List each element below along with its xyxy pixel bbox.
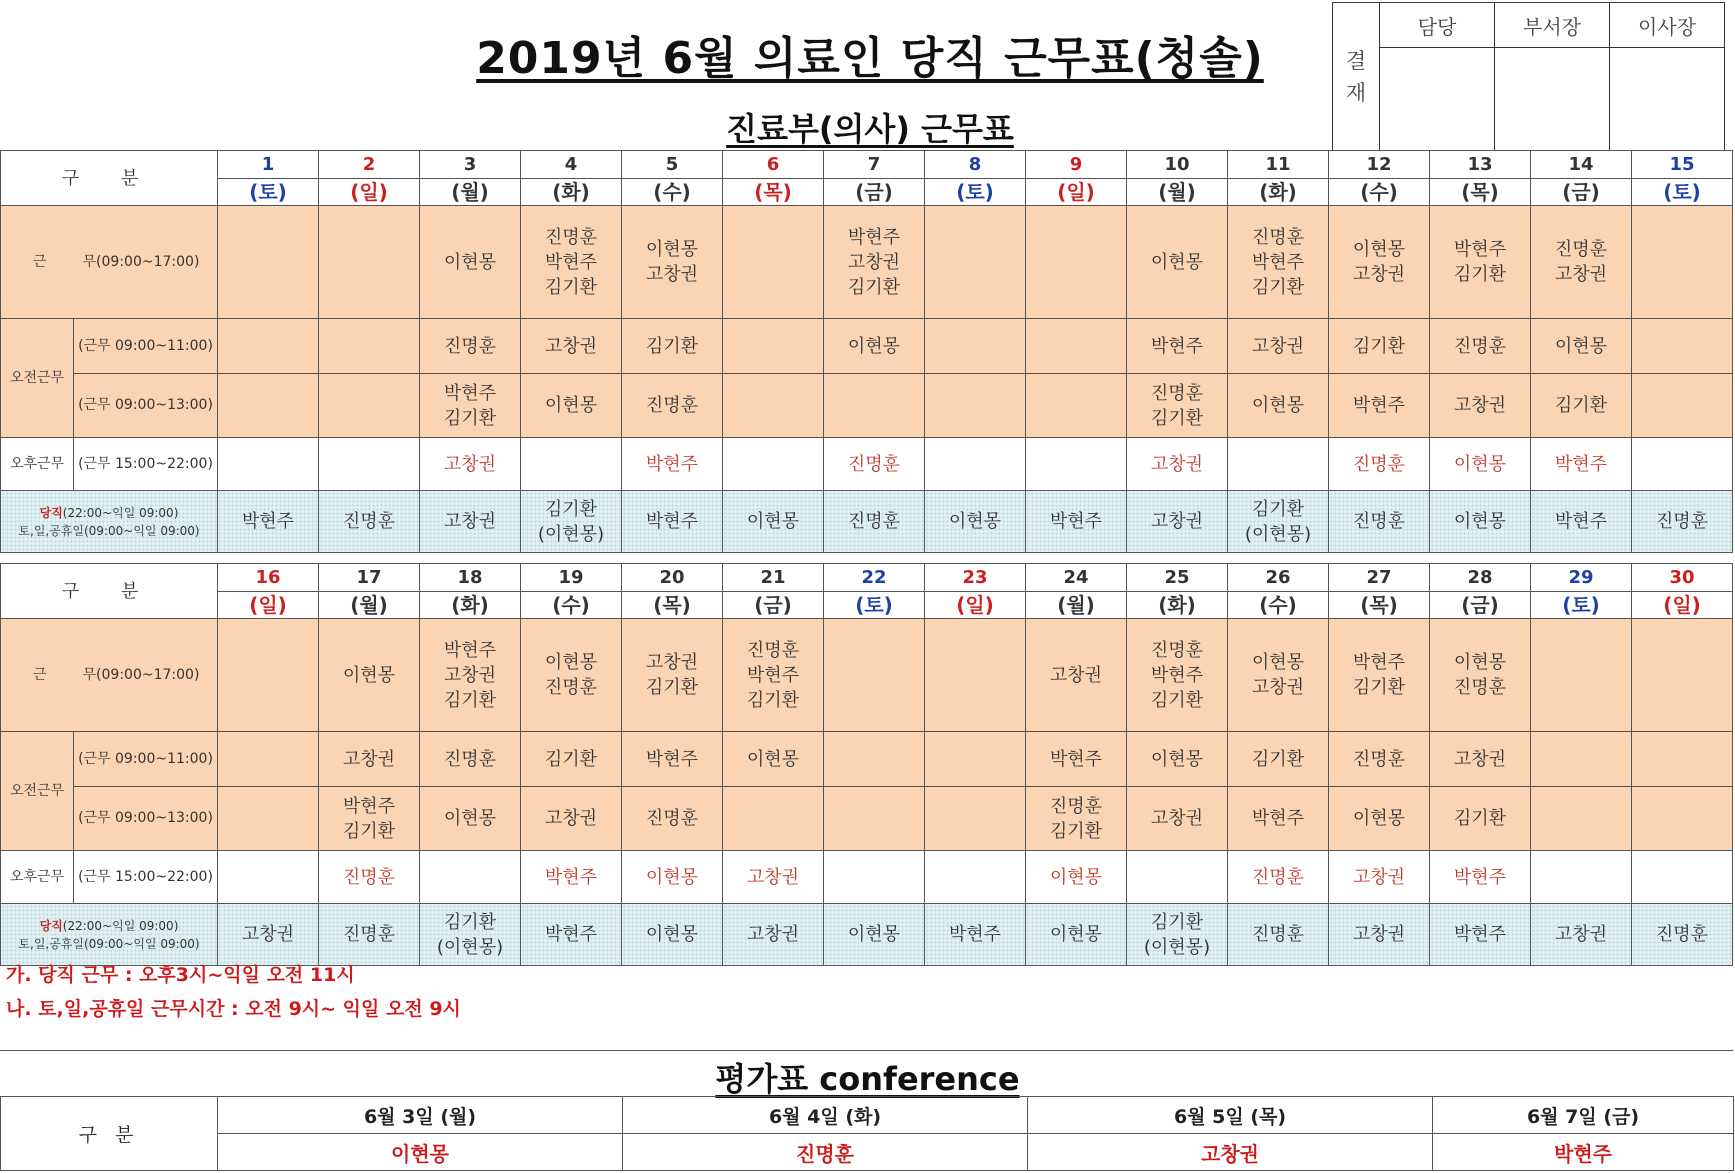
schedule-cell: 박현주 [1026, 732, 1127, 787]
date-cell: 28 [1430, 564, 1531, 592]
schedule-cell: 이현몽 [1026, 904, 1127, 966]
date-cell: 11 [1228, 151, 1329, 179]
schedule-cell: 고창권 [1127, 438, 1228, 491]
schedule-cell: 고창권 [1228, 319, 1329, 374]
weekday-cell: (금) [723, 592, 824, 619]
schedule-cell: 박현주 고창권 김기환 [420, 619, 521, 732]
schedule-cell: 이현몽 [1430, 438, 1531, 491]
date-cell: 8 [925, 151, 1026, 179]
date-cell: 9 [1026, 151, 1127, 179]
schedule-cell [824, 374, 925, 438]
date-cell: 24 [1026, 564, 1127, 592]
schedule-cell: 고창권 [1430, 374, 1531, 438]
schedule-cell: 고창권 [521, 319, 622, 374]
schedule-cell: 고창권 [521, 787, 622, 851]
schedule-cell [420, 851, 521, 904]
schedule-cell: 박현주 [1329, 374, 1430, 438]
schedule-cell: 이현몽 [723, 491, 824, 553]
schedule-cell: 이현몽 [1430, 491, 1531, 553]
schedule-cell [319, 374, 420, 438]
schedule-cell: 고창권 [420, 438, 521, 491]
note-line: 나. 토,일,공휴일 근무시간 : 오전 9시~ 익일 오전 9시 [6, 998, 461, 1020]
schedule-cell: 진명훈 박현주 김기환 [723, 619, 824, 732]
schedule-cell: 박현주 [521, 904, 622, 966]
weekday-cell: (월) [319, 592, 420, 619]
schedule-cell: 박현주 [1531, 491, 1632, 553]
evaluation-label: 구 분 [1, 1097, 218, 1171]
morning-time-2: (근무 09:00~13:00) [74, 374, 218, 438]
schedule-cell: 김기환 (이현몽) [521, 491, 622, 553]
date-cell: 12 [1329, 151, 1430, 179]
schedule-cell: 이현몽 [824, 904, 925, 966]
date-cell: 3 [420, 151, 521, 179]
weekday-cell: (수) [1329, 179, 1430, 206]
date-cell: 19 [521, 564, 622, 592]
schedule-cell: 이현몽 [1228, 374, 1329, 438]
schedule-cell: 진명훈 [420, 732, 521, 787]
weekday-cell: (금) [1430, 592, 1531, 619]
date-cell: 25 [1127, 564, 1228, 592]
schedule-cell: 고창권 김기환 [622, 619, 723, 732]
weekday-cell: (화) [1228, 179, 1329, 206]
signature-cell[interactable] [1495, 48, 1610, 151]
schedule-cell: 이현몽 [1026, 851, 1127, 904]
date-cell: 15 [1632, 151, 1733, 179]
weekday-cell: (목) [723, 179, 824, 206]
weekday-cell: (화) [420, 592, 521, 619]
schedule-cell: 박현주 [622, 438, 723, 491]
note-line: 가. 당직 근무 : 오후3시~익일 오전 11시 [6, 964, 355, 986]
schedule-cell: 진명훈 박현주 김기환 [1228, 206, 1329, 319]
schedule-cell [824, 787, 925, 851]
schedule-cell: 박현주 [925, 904, 1026, 966]
schedule-cell [1026, 374, 1127, 438]
schedule-cell [824, 851, 925, 904]
schedule-cell: 고창권 [1329, 904, 1430, 966]
weekday-cell: (일) [1632, 592, 1733, 619]
morning-time-1: (근무 09:00~11:00) [74, 732, 218, 787]
schedule-cell: 진명훈 [824, 438, 925, 491]
schedule-cell: 김기환 (이현몽) [1228, 491, 1329, 553]
schedule-cell: 고창권 [218, 904, 319, 966]
schedule-cell: 김기환 [1531, 374, 1632, 438]
schedule-cell: 진명훈 [1329, 491, 1430, 553]
schedule-cell [723, 206, 824, 319]
schedule-cell: 이현몽 [824, 319, 925, 374]
schedule-cell: 김기환 [1430, 787, 1531, 851]
date-cell: 22 [824, 564, 925, 592]
divider [0, 1050, 1733, 1051]
schedule-cell: 진명훈 [420, 319, 521, 374]
approval-label-top: 결 [1345, 48, 1367, 73]
morning-label: 오전근무 [1, 732, 74, 851]
schedule-cell: 진명훈 [1430, 319, 1531, 374]
weekday-cell: (일) [1026, 179, 1127, 206]
weekday-cell: (토) [1531, 592, 1632, 619]
schedule-cell: 진명훈 [1228, 851, 1329, 904]
signature-cell[interactable] [1380, 48, 1495, 151]
schedule-cell [1228, 438, 1329, 491]
schedule-cell: 진명훈 [622, 787, 723, 851]
date-cell: 27 [1329, 564, 1430, 592]
schedule-cell [1632, 374, 1733, 438]
evaluation-table [0, 1096, 1734, 1171]
approval-label [1333, 3, 1380, 151]
date-cell: 7 [824, 151, 925, 179]
schedule-cell: 고창권 [319, 732, 420, 787]
schedule-cell: 진명훈 [319, 491, 420, 553]
date-cell: 29 [1531, 564, 1632, 592]
schedule-cell [218, 206, 319, 319]
schedule-cell: 이현몽 [1329, 787, 1430, 851]
date-cell: 16 [218, 564, 319, 592]
weekday-cell: (금) [1531, 179, 1632, 206]
weekday-cell: (목) [1329, 592, 1430, 619]
schedule-cell: 박현주 김기환 [1329, 619, 1430, 732]
weekday-cell: (수) [622, 179, 723, 206]
schedule-cell [723, 438, 824, 491]
schedule-cell: 진명훈 [1329, 438, 1430, 491]
schedule-cell: 고창권 [723, 904, 824, 966]
afternoon-time: (근무 15:00~22:00) [74, 851, 218, 904]
schedule-cell [218, 438, 319, 491]
work-row-label [1, 206, 218, 319]
schedule-cell: 박현주 [218, 491, 319, 553]
schedule-cell: 이현몽 진명훈 [521, 619, 622, 732]
date-cell: 20 [622, 564, 723, 592]
schedule-cell: 진명훈 김기환 [1127, 374, 1228, 438]
schedule-cell: 박현주 [1430, 904, 1531, 966]
schedule-cell: 고창권 [1127, 787, 1228, 851]
date-cell: 4 [521, 151, 622, 179]
schedule-cell [1026, 206, 1127, 319]
evaluation-title: 평가표 conference [715, 1060, 1020, 1098]
schedule-cell: 이현몽 [521, 374, 622, 438]
schedule-cell [925, 732, 1026, 787]
schedule-cell [824, 732, 925, 787]
schedule-cell: 이현몽 [622, 904, 723, 966]
morning-label: 오전근무 [1, 319, 74, 438]
approval-role: 이사장 [1610, 3, 1725, 48]
weekday-cell: (월) [1026, 592, 1127, 619]
schedule-cell [925, 319, 1026, 374]
schedule-cell: 이현몽 [319, 619, 420, 732]
schedule-cell: 진명훈 박현주 김기환 [521, 206, 622, 319]
schedule-cell: 고창권 [1531, 904, 1632, 966]
page-title: 2019년 6월 의료인 당직 근무표(청솔) [476, 33, 1264, 84]
schedule-cell: 박현주 [622, 732, 723, 787]
work-label-b: 무(09:00~17:00) [82, 666, 200, 683]
schedule-cell: 고창권 [1026, 619, 1127, 732]
schedule-cell: 김기환 [622, 319, 723, 374]
schedule-cell: 진명훈 김기환 [1026, 787, 1127, 851]
work-label-b: 무(09:00~17:00) [82, 253, 200, 270]
schedule-cell [925, 374, 1026, 438]
evaluation-person: 고창권 [1028, 1134, 1433, 1171]
section-title: 진료부(의사) 근무표 [726, 110, 1014, 148]
schedule-cell: 이현몽 [925, 491, 1026, 553]
schedule-cell [1127, 851, 1228, 904]
evaluation-date: 6월 4일 (화) [623, 1097, 1028, 1134]
schedule-cell: 이현몽 [1127, 732, 1228, 787]
evaluation-date: 6월 5일 (목) [1028, 1097, 1433, 1134]
schedule-cell: 진명훈 [824, 491, 925, 553]
schedule-cell: 진명훈 [319, 851, 420, 904]
division-label: 구 분 [1, 564, 218, 619]
date-cell: 23 [925, 564, 1026, 592]
division-label: 구 분 [1, 151, 218, 206]
evaluation-date: 6월 3일 (월) [218, 1097, 623, 1134]
date-cell: 14 [1531, 151, 1632, 179]
night-duty-label [1, 904, 218, 966]
weekday-cell: (토) [925, 179, 1026, 206]
schedule-cell [925, 206, 1026, 319]
weekday-cell: (목) [1430, 179, 1531, 206]
schedule-cell: 이현몽 [723, 732, 824, 787]
weekday-cell: (화) [521, 179, 622, 206]
date-cell: 6 [723, 151, 824, 179]
schedule-cell [1632, 206, 1733, 319]
night-label-a: 당직 [39, 505, 63, 520]
date-cell: 18 [420, 564, 521, 592]
weekday-cell: (목) [622, 592, 723, 619]
morning-time-2: (근무 09:00~13:00) [74, 787, 218, 851]
schedule-cell: 이현몽 [1127, 206, 1228, 319]
weekday-cell: (금) [824, 179, 925, 206]
schedule-cell [824, 619, 925, 732]
schedule-cell: 진명훈 [1632, 904, 1733, 966]
schedule-cell [925, 438, 1026, 491]
schedule-cell [1632, 732, 1733, 787]
schedule-cell [1632, 787, 1733, 851]
schedule-cell: 이현몽 진명훈 [1430, 619, 1531, 732]
schedule-cell: 진명훈 박현주 김기환 [1127, 619, 1228, 732]
weekday-cell: (일) [319, 179, 420, 206]
schedule-cell [723, 319, 824, 374]
night-duty-label [1, 491, 218, 553]
schedule-cell [1632, 619, 1733, 732]
date-cell: 13 [1430, 151, 1531, 179]
schedule-cell [218, 732, 319, 787]
schedule-cell: 박현주 [1026, 491, 1127, 553]
signature-cell[interactable] [1610, 48, 1725, 151]
night-label-b: 토,일,공휴일(09:00~익일 09:00) [18, 523, 200, 538]
approval-role: 담당 [1380, 3, 1495, 48]
date-cell: 2 [319, 151, 420, 179]
schedule-cell: 박현주 [1127, 319, 1228, 374]
schedule-cell [925, 787, 1026, 851]
schedule-cell: 고창권 [1329, 851, 1430, 904]
schedule-cell: 박현주 [521, 851, 622, 904]
night-label-a-rest: (22:00~익일 09:00) [62, 505, 179, 520]
weekday-cell: (일) [218, 592, 319, 619]
schedule-cell [521, 438, 622, 491]
approval-box [1332, 2, 1725, 151]
schedule-cell: 박현주 [1228, 787, 1329, 851]
schedule-cell [1632, 851, 1733, 904]
date-cell: 1 [218, 151, 319, 179]
schedule-cell: 이현몽 고창권 [1329, 206, 1430, 319]
schedule-cell: 진명훈 [1228, 904, 1329, 966]
schedule-cell: 박현주 [1531, 438, 1632, 491]
date-cell: 30 [1632, 564, 1733, 592]
schedule-cell [1026, 438, 1127, 491]
schedule-cell: 이현몽 고창권 [622, 206, 723, 319]
approval-role: 부서장 [1495, 3, 1610, 48]
schedule-cell: 이현몽 [1531, 319, 1632, 374]
weekday-cell: (일) [925, 592, 1026, 619]
evaluation-date: 6월 7일 (금) [1433, 1097, 1734, 1134]
schedule-cell: 이현몽 [420, 206, 521, 319]
schedule-cell: 진명훈 [1329, 732, 1430, 787]
schedule-cell [1632, 319, 1733, 374]
schedule-cell: 고창권 [420, 491, 521, 553]
schedule-cell: 고창권 [723, 851, 824, 904]
schedule-cell [218, 374, 319, 438]
work-label-a: 근 [33, 666, 47, 683]
schedule-cell: 진명훈 고창권 [1531, 206, 1632, 319]
schedule-cell [723, 787, 824, 851]
schedule-cell: 김기환 (이현몽) [420, 904, 521, 966]
schedule-cell: 고창권 [1127, 491, 1228, 553]
night-label-b: 토,일,공휴일(09:00~익일 09:00) [18, 936, 200, 951]
afternoon-label: 오후근무 [1, 851, 74, 904]
schedule-cell [218, 619, 319, 732]
schedule-cell [925, 619, 1026, 732]
weekday-cell: (토) [1632, 179, 1733, 206]
schedule-cell: 박현주 김기환 [420, 374, 521, 438]
weekday-cell: (월) [1127, 179, 1228, 206]
schedule-cell: 박현주 김기환 [319, 787, 420, 851]
schedule-cell: 진명훈 [622, 374, 723, 438]
schedule-cell [723, 374, 824, 438]
schedule-cell [218, 851, 319, 904]
weekday-cell: (월) [420, 179, 521, 206]
evaluation-person: 진명훈 [623, 1134, 1028, 1171]
weekday-cell: (화) [1127, 592, 1228, 619]
schedule-cell: 이현몽 [622, 851, 723, 904]
afternoon-label: 오후근무 [1, 438, 74, 491]
schedule-cell [319, 206, 420, 319]
schedule-cell [1531, 851, 1632, 904]
weekday-cell: (토) [824, 592, 925, 619]
schedule-cell: 고창권 [1430, 732, 1531, 787]
schedule-cell: 진명훈 [1632, 491, 1733, 553]
evaluation-person: 박현주 [1433, 1134, 1734, 1171]
schedule-cell: 박현주 고창권 김기환 [824, 206, 925, 319]
approval-label-bottom: 재 [1345, 80, 1367, 105]
schedule-cell [1632, 438, 1733, 491]
work-label-a: 근 [33, 253, 47, 270]
work-row-label [1, 619, 218, 732]
schedule-cell [925, 851, 1026, 904]
schedule-cell [218, 319, 319, 374]
schedule-cell [319, 319, 420, 374]
weekday-cell: (토) [218, 179, 319, 206]
weekday-cell: (수) [1228, 592, 1329, 619]
date-cell: 26 [1228, 564, 1329, 592]
schedule-cell [319, 438, 420, 491]
schedule-table-week-2 [0, 563, 1733, 966]
schedule-cell [1531, 732, 1632, 787]
schedule-table-week-1 [0, 150, 1733, 553]
schedule-cell: 박현주 [1430, 851, 1531, 904]
schedule-cell: 진명훈 [319, 904, 420, 966]
weekday-cell: (수) [521, 592, 622, 619]
date-cell: 10 [1127, 151, 1228, 179]
schedule-cell [218, 787, 319, 851]
schedule-cell [1531, 619, 1632, 732]
date-cell: 5 [622, 151, 723, 179]
schedule-cell: 이현몽 고창권 [1228, 619, 1329, 732]
morning-time-1: (근무 09:00~11:00) [74, 319, 218, 374]
schedule-cell: 김기환 [1329, 319, 1430, 374]
schedule-cell [1531, 787, 1632, 851]
night-label-a-rest: (22:00~익일 09:00) [62, 918, 179, 933]
afternoon-time: (근무 15:00~22:00) [74, 438, 218, 491]
evaluation-person: 이현몽 [218, 1134, 623, 1171]
schedule-cell: 김기환 [521, 732, 622, 787]
date-cell: 17 [319, 564, 420, 592]
schedule-cell: 김기환 (이현몽) [1127, 904, 1228, 966]
schedule-cell [1026, 319, 1127, 374]
schedule-cell: 박현주 김기환 [1430, 206, 1531, 319]
date-cell: 21 [723, 564, 824, 592]
schedule-cell: 박현주 [622, 491, 723, 553]
schedule-cell: 김기환 [1228, 732, 1329, 787]
schedule-cell: 이현몽 [420, 787, 521, 851]
night-label-a: 당직 [39, 918, 63, 933]
